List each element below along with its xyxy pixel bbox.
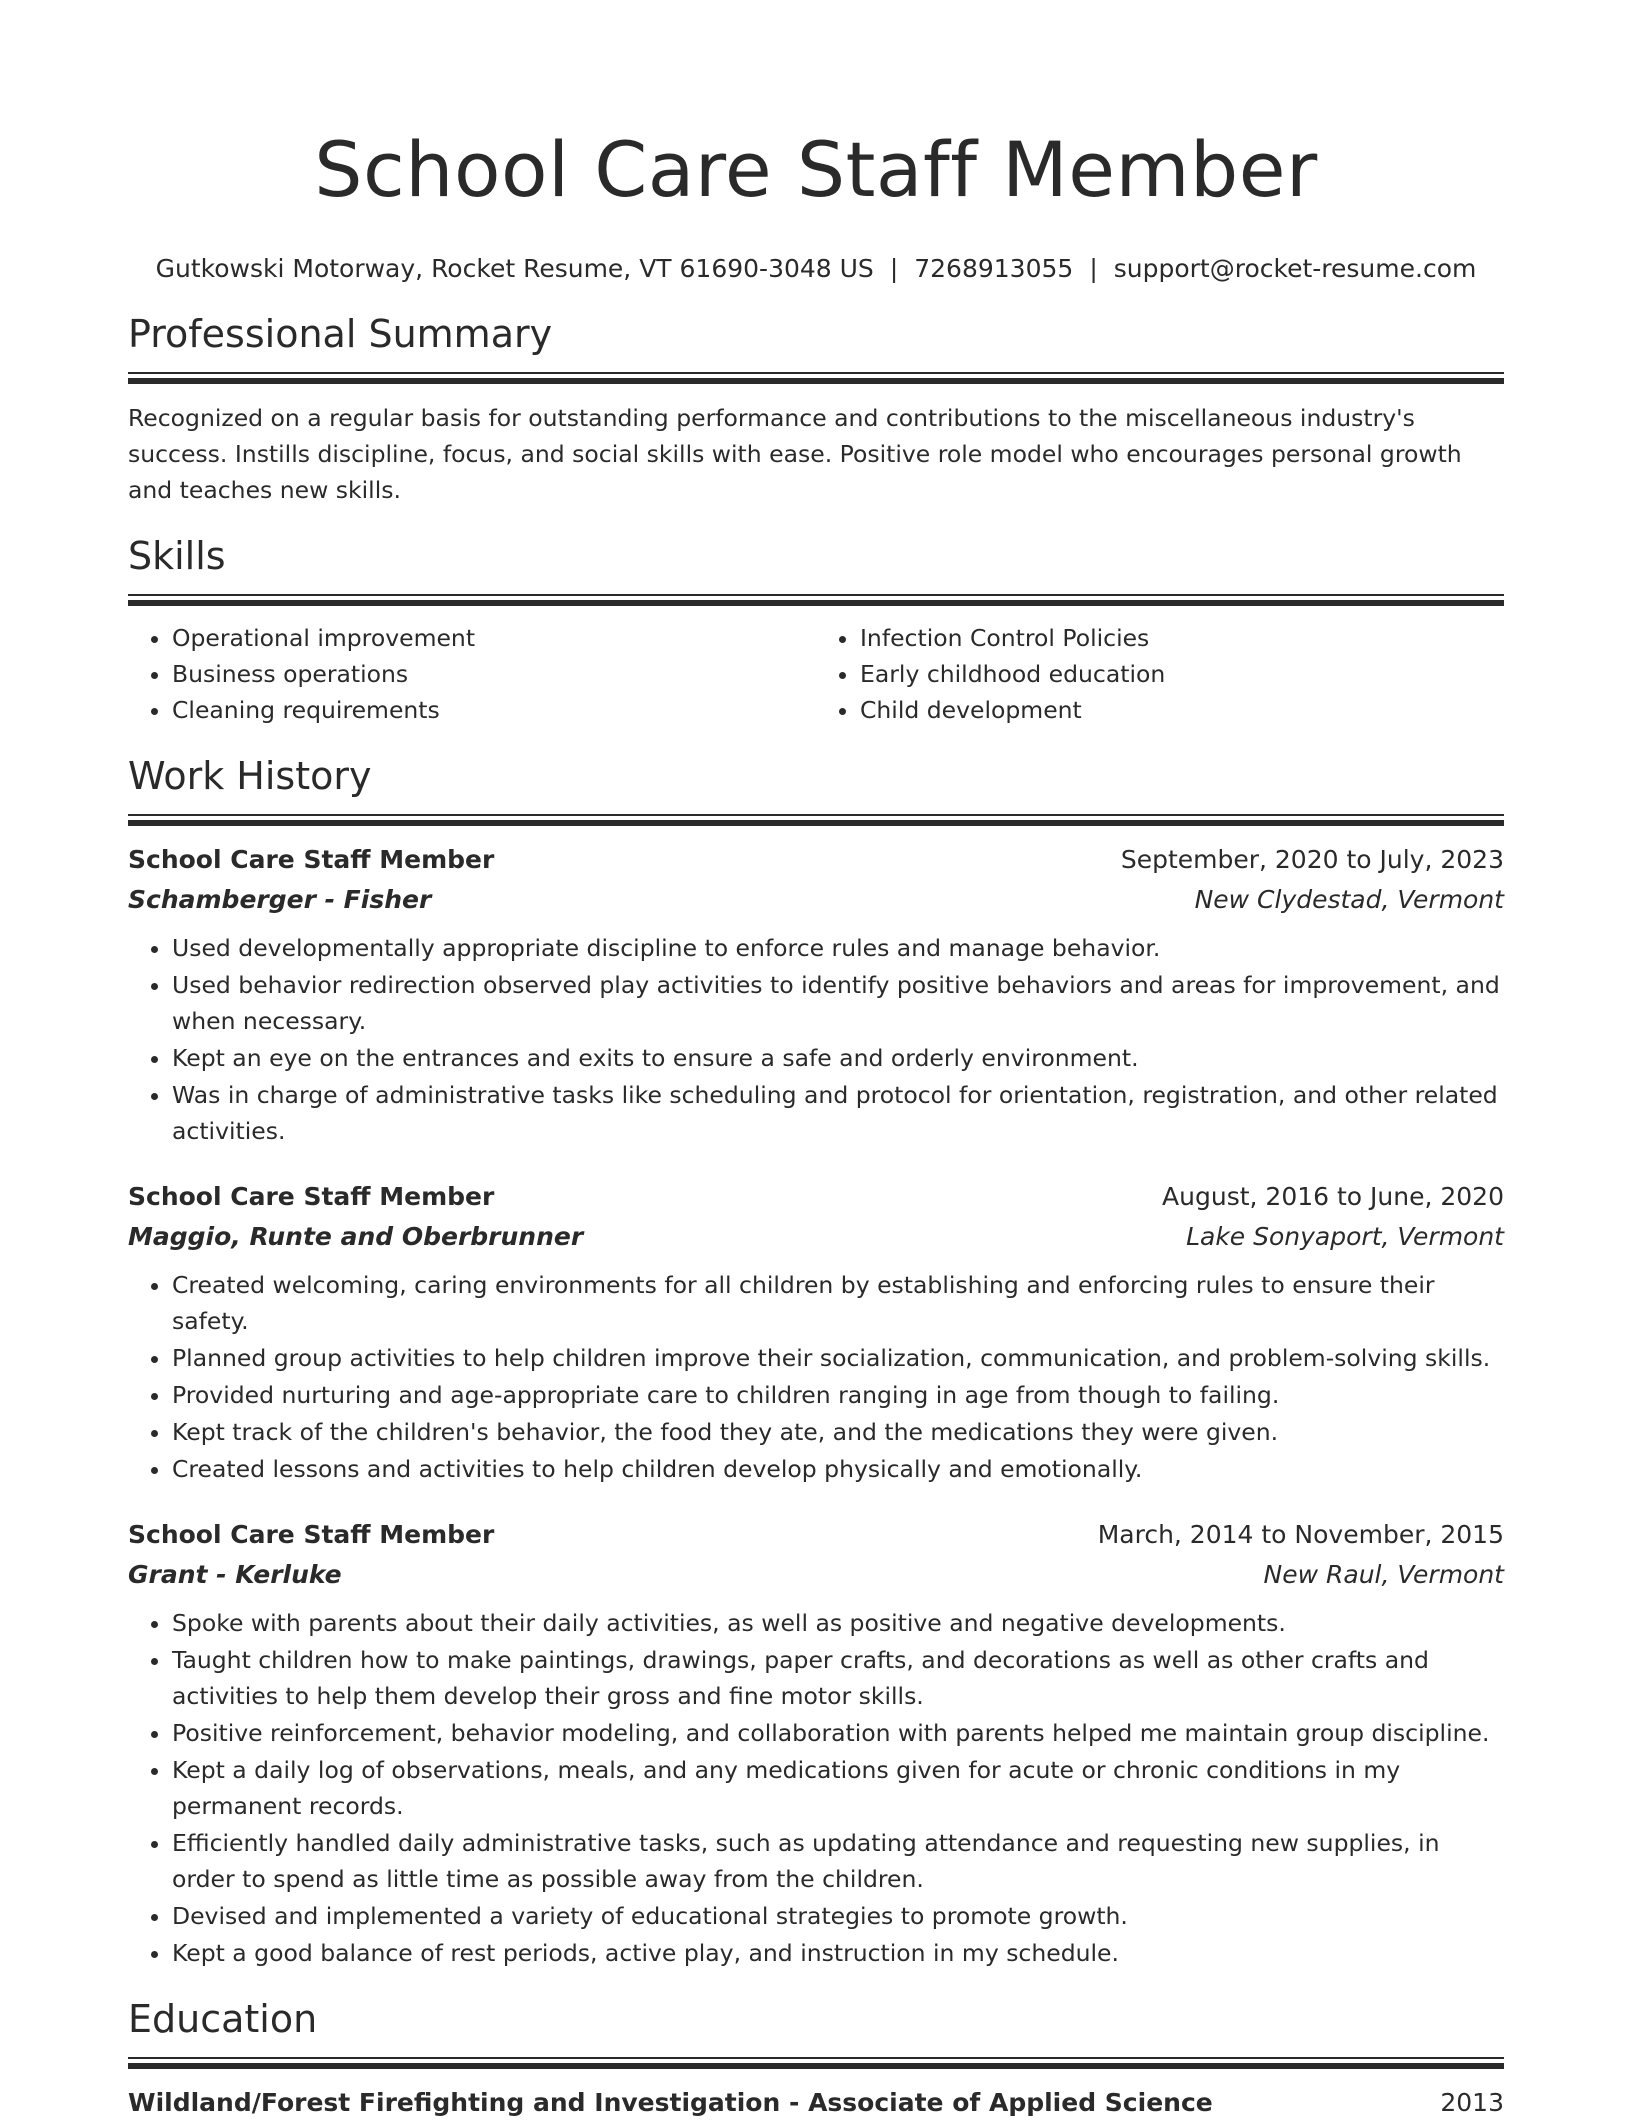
section-divider	[128, 372, 1504, 384]
summary-text: Recognized on a regular basis for outstanding performance and contributions to the miscellaneous industry's success. Instills discipline, focus, and social skills with ease. Positive role model who encourages personal growth and teaches new skills.	[128, 404, 1462, 504]
section-title-skills: Skills	[128, 534, 226, 578]
job-bullet: • Positive reinforcement, behavior modeling, and collaboration with parents helped me maintain group discipline.	[172, 1715, 1504, 1751]
skills-list-left	[128, 620, 816, 728]
skill-item: • Business operations	[172, 656, 816, 692]
job-bullet: • Used developmentally appropriate discipline to enforce rules and manage behavior.	[172, 930, 1504, 966]
job-bullet: • Taught children how to make paintings, drawings, paper crafts, and decorations as well as other crafts and activities to help them develop their gross and fine motor skills.	[172, 1642, 1504, 1714]
job-bullets	[128, 1605, 1504, 1971]
job-bullet: • Kept track of the children's behavior, the food they ate, and the medications they were given.	[172, 1414, 1504, 1450]
job-entry	[128, 1177, 1504, 1487]
skills-section	[128, 530, 1504, 728]
job-dates: August, 2016 to June, 2020	[1162, 1182, 1504, 1211]
education-section	[128, 1993, 1504, 2123]
skill-item: • Operational improvement	[172, 620, 816, 656]
job-bullet: • Devised and implemented a variety of educational strategies to promote growth.	[172, 1898, 1504, 1934]
job-bullet: • Spoke with parents about their daily activities, as well as positive and negative developments.	[172, 1605, 1504, 1641]
job-header	[128, 1177, 1504, 1217]
job-header	[128, 840, 1504, 880]
job-bullet: • Kept an eye on the entrances and exits to ensure a safe and orderly environment.	[172, 1040, 1504, 1076]
job-dates: March, 2014 to November, 2015	[1097, 1520, 1504, 1549]
contact-email: support@rocket-resume.com	[1113, 254, 1477, 283]
skill-item: • Child development	[860, 692, 1504, 728]
section-title-summary: Professional Summary	[128, 312, 553, 356]
contact-address: Gutkowski Motorway, Rocket Resume, VT 61690-3048 US	[155, 254, 874, 283]
section-title-education: Education	[128, 1997, 318, 2041]
summary-section	[128, 308, 1504, 508]
job-subheader	[128, 880, 1504, 920]
section-title-work: Work History	[128, 754, 372, 798]
job-bullet: • Created lessons and activities to help children develop physically and emotionally.	[172, 1451, 1504, 1487]
job-bullet: • Used behavior redirection observed play activities to identify positive behaviors and areas for improvement, and when necessary.	[172, 967, 1504, 1039]
skills-columns	[128, 620, 1504, 728]
job-bullet: • Was in charge of administrative tasks like scheduling and protocol for orientation, registration, and other related activities.	[172, 1077, 1504, 1149]
section-divider	[128, 814, 1504, 826]
job-bullet: • Planned group activities to help children improve their socialization, communication, and problem-solving skills.	[172, 1340, 1504, 1376]
job-company: Schamberger - Fisher	[128, 885, 432, 914]
job-dates: September, 2020 to July, 2023	[1120, 845, 1504, 874]
section-divider	[128, 2057, 1504, 2069]
job-bullet: • Provided nurturing and age-appropriate care to children ranging in age from though to failing.	[172, 1377, 1504, 1413]
work-section	[128, 750, 1504, 1971]
skill-item: • Infection Control Policies	[860, 620, 1504, 656]
skills-list-right	[816, 620, 1504, 728]
job-location: New Raul, Vermont	[1263, 1560, 1504, 1589]
job-company: Maggio, Runte and Oberbrunner	[128, 1222, 584, 1251]
education-degree: Wildland/Forest Firefighting and Investigation - Associate of Applied Science	[128, 2088, 1213, 2117]
job-location: New Clydestad, Vermont	[1194, 885, 1504, 914]
job-bullet: • Efficiently handled daily administrative tasks, such as updating attendance and requesting new supplies, in order to spend as little time as possible away from the children.	[172, 1825, 1504, 1897]
job-title: School Care Staff Member	[128, 1182, 495, 1211]
job-header	[128, 1515, 1504, 1555]
skill-item: • Cleaning requirements	[172, 692, 816, 728]
job-subheader	[128, 1555, 1504, 1595]
job-company: Grant - Kerluke	[128, 1560, 342, 1589]
contact-line	[128, 252, 1504, 286]
job-bullets	[128, 930, 1504, 1149]
education-year: 2013	[1440, 2088, 1504, 2117]
skill-item: • Early childhood education	[860, 656, 1504, 692]
job-title: School Care Staff Member	[128, 1520, 495, 1549]
job-location: Lake Sonyaport, Vermont	[1186, 1222, 1504, 1251]
job-entry	[128, 840, 1504, 1149]
job-title: School Care Staff Member	[128, 845, 495, 874]
candidate-name: School Care Staff Member	[314, 125, 1318, 214]
section-divider	[128, 594, 1504, 606]
job-bullet: • Kept a good balance of rest periods, active play, and instruction in my schedule.	[172, 1935, 1504, 1971]
contact-phone: 7268913055	[914, 254, 1074, 283]
job-bullet: • Kept a daily log of observations, meals, and any medications given for acute or chronic conditions in my permanent records.	[172, 1752, 1504, 1824]
job-bullets	[128, 1267, 1504, 1487]
contact-separator: |	[1089, 254, 1098, 283]
contact-separator: |	[889, 254, 899, 283]
job-entry	[128, 1515, 1504, 1971]
job-bullet: • Created welcoming, caring environments for all children by establishing and enforcing rules to ensure their safety.	[172, 1267, 1504, 1339]
job-subheader	[128, 1217, 1504, 1257]
education-entry	[128, 2083, 1504, 2123]
